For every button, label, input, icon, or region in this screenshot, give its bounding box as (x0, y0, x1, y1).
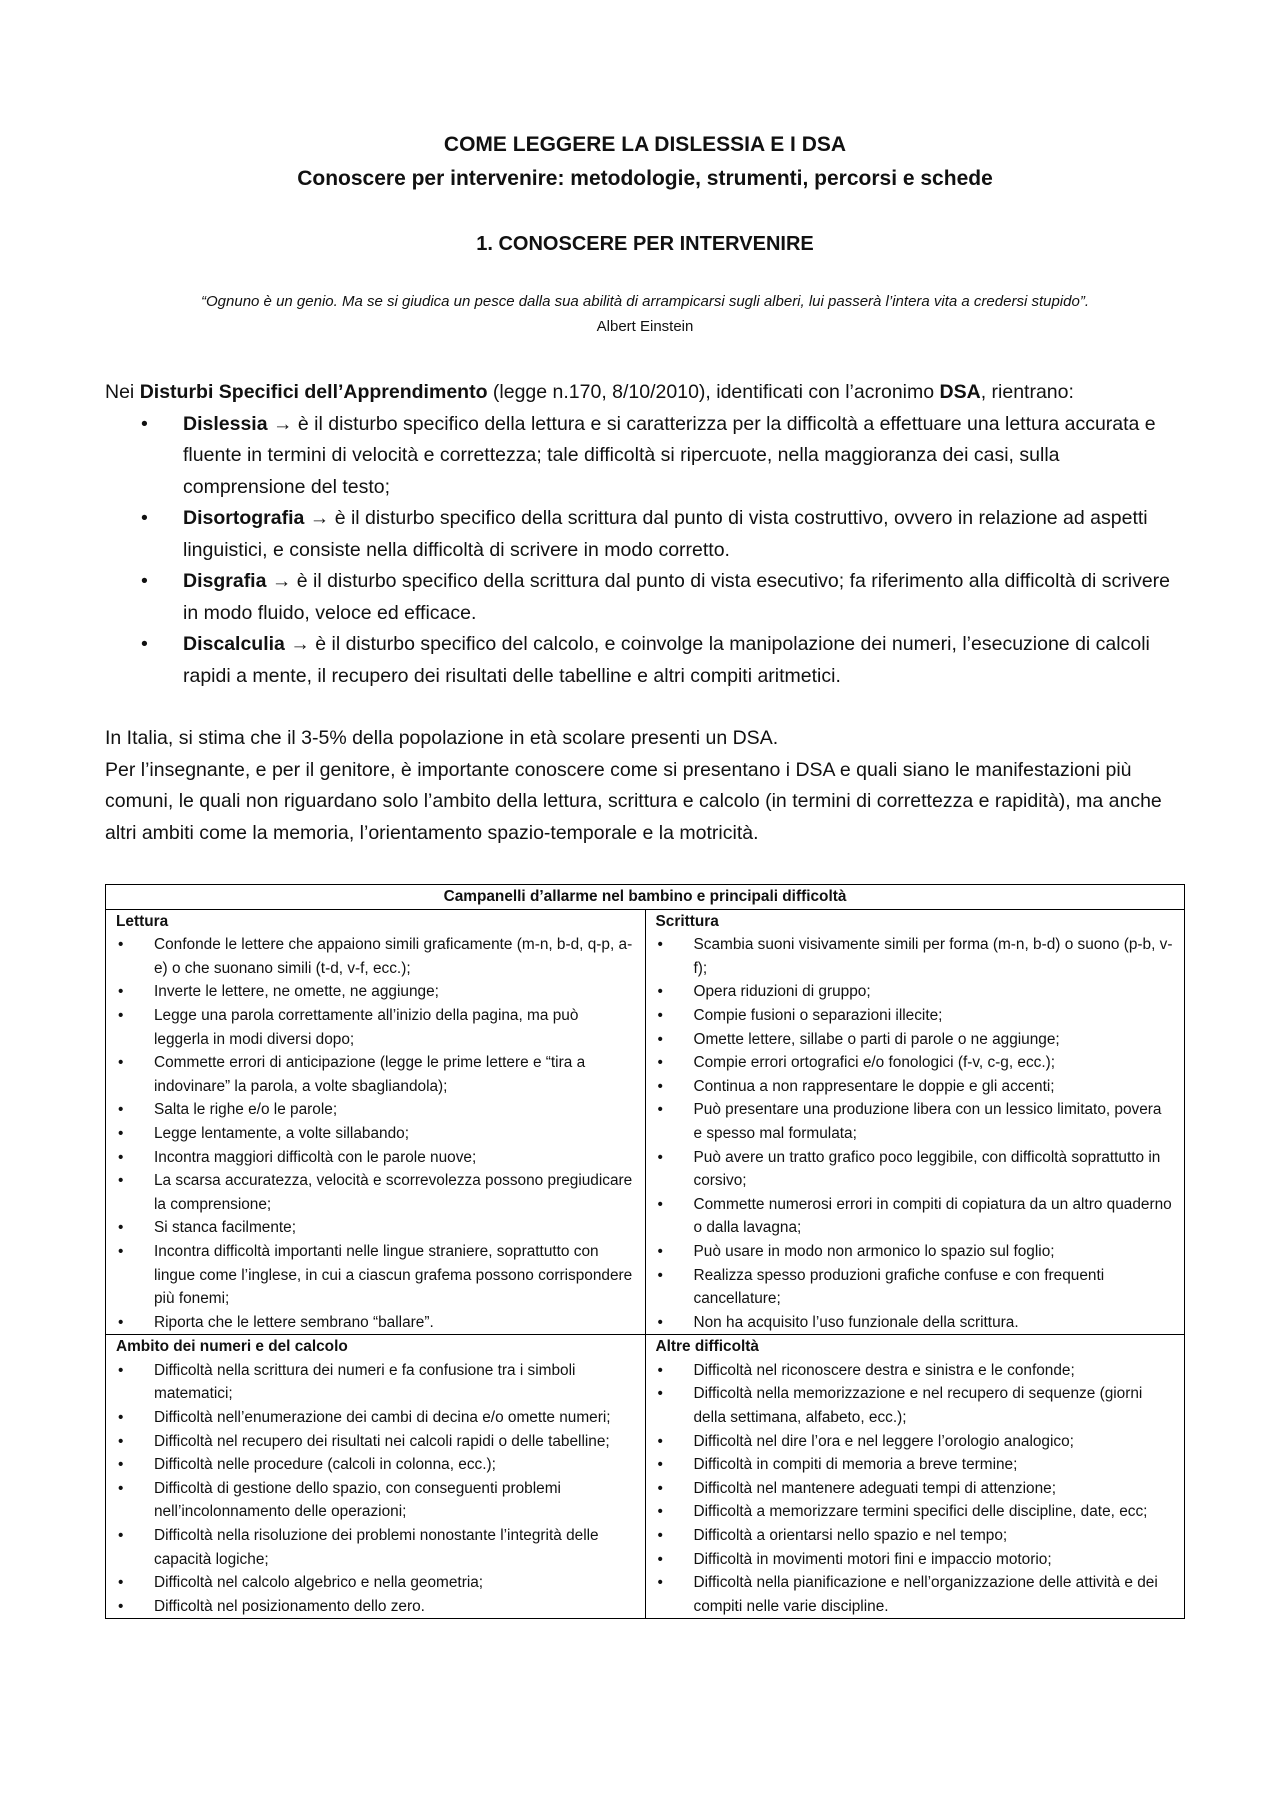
quote-author: Albert Einstein (596, 318, 694, 335)
bullet-icon: • (141, 412, 148, 435)
list-item (656, 1524, 1175, 1548)
cell-title: Scrittura (655, 912, 719, 930)
list-item (116, 1146, 635, 1170)
intro-term: Disturbi Specifici dell’Apprendimento (139, 381, 488, 403)
list-item (656, 1004, 1175, 1028)
bullet-icon: • (118, 1054, 124, 1072)
list-item (656, 1193, 1175, 1240)
list-item (116, 1453, 635, 1477)
bullet-icon: • (657, 983, 663, 1001)
list-item (656, 1430, 1175, 1454)
item-list (116, 1359, 635, 1619)
list-item-text: Compie errori ortografici e/o fonologici (f-v, c-g, ecc.); (693, 1054, 1056, 1072)
list-item (116, 1430, 635, 1454)
bullet-icon: • (141, 633, 148, 655)
document-subtitle: Conoscere per intervenire: metodologie, strumenti, percorsi e schede (297, 167, 993, 190)
document-title: COME LEGGERE LA DISLESSIA E I DSA (443, 133, 847, 156)
paragraph-manifestations: Per l’insegnante, e per il genitore, è importante conoscere come si presentano i DSA e quali siano le manifestazioni più comuni, le quali non riguardano solo l’ambito della lettura, scrittura e calcolo (in termini di correttezza e rapidità), ma anche altri ambiti come la memoria, l’orientamento spazio-temporale e la motricità. (105, 758, 1162, 844)
list-item (656, 1075, 1175, 1099)
dsa-desc: è il disturbo specifico del calcolo, e coinvolge la manipolazione dei numeri, l’esecuzione di calcoli rapidi a mente, il recupero dei risultati delle tabelline e altri compiti aritmetici. (183, 633, 1150, 687)
quote-text: “Ognuno è un genio. Ma se si giudica un pesce dalla sua abilità di arrampicarsi sugli alberi, lui passerà l’intera vita a credersi stupido”. (201, 293, 1089, 310)
bullet-icon: • (118, 1361, 124, 1379)
intro-acronym: DSA (939, 381, 981, 403)
list-item-text: Scambia suoni visivamente simili per forma (m-n, b-d) o suono (p-b, v-f); (693, 936, 1173, 977)
list-item-text: Legge lentamente, a volte sillabando; (154, 1124, 409, 1142)
dsa-name: Dislessia (183, 412, 268, 435)
bullet-icon: • (657, 1479, 663, 1497)
bullet-icon: • (118, 1574, 124, 1592)
bullet-icon: • (657, 1148, 663, 1166)
difficulties-table (105, 884, 1185, 1619)
list-item-text: Difficoltà nelle procedure (calcoli in colonna, ecc.); (154, 1456, 496, 1474)
list-item (656, 1500, 1175, 1524)
list-item (656, 1571, 1175, 1618)
item-list (116, 933, 635, 1334)
list-item-text: Difficoltà nel posizionamento dello zero. (154, 1597, 425, 1615)
list-item (116, 1477, 635, 1524)
dsa-item (105, 409, 1185, 504)
list-item (656, 1477, 1175, 1501)
list-item-text: La scarsa accuratezza, velocità e scorrevolezza possono pregiudicare la comprensione; (154, 1172, 633, 1213)
dsa-item (105, 503, 1185, 566)
list-item-text: Difficoltà nella scrittura dei numeri e fa confusione tra i simboli matematici; (154, 1361, 576, 1403)
dsa-name: Disgrafia (183, 570, 267, 592)
list-item-text: Si stanca facilmente; (154, 1219, 297, 1237)
table-title: Campanelli d’allarme nel bambino e principali difficoltà (106, 885, 1185, 910)
list-item (656, 1240, 1175, 1264)
bullet-icon: • (118, 1432, 124, 1450)
list-item (116, 1122, 635, 1146)
bullet-icon: • (657, 1385, 663, 1403)
list-item-text: Difficoltà a orientarsi nello spazio e nel tempo; (693, 1527, 1008, 1545)
list-item-text: Riporta che le lettere sembrano “ballare”. (154, 1313, 434, 1331)
bullet-icon: • (657, 1361, 663, 1379)
list-item-text: Difficoltà nella memorizzazione e nel recupero di sequenze (giorni della settimana, alfabeto, ecc.); (693, 1385, 1143, 1427)
bullet-icon: • (657, 1030, 663, 1048)
cell-title: Ambito dei numeri e del calcolo (116, 1338, 348, 1356)
bullet-icon: • (657, 1266, 663, 1284)
list-item-text: Difficoltà nel calcolo algebrico e nella geometria; (154, 1574, 484, 1592)
bullet-icon: • (118, 1124, 124, 1142)
list-item-text: Può avere un tratto grafico poco leggibile, con difficoltà soprattutto in corsivo; (693, 1148, 1161, 1190)
list-item-text: Difficoltà di gestione dello spazio, con conseguenti problemi nell’incolonnamento delle operazioni; (154, 1479, 561, 1521)
bullet-icon: • (118, 1479, 124, 1497)
arrow-icon: → (290, 633, 310, 655)
cell-title: Lettura (116, 912, 169, 930)
list-item-text: Difficoltà nella risoluzione dei problemi nonostante l’integrità delle capacità logiche; (154, 1527, 599, 1568)
list-item (656, 1264, 1175, 1311)
arrow-icon: → (272, 412, 293, 435)
bullet-icon: • (118, 1219, 124, 1237)
bullet-icon: • (657, 1242, 663, 1260)
item-list (656, 933, 1175, 1334)
bullet-icon: • (118, 1409, 124, 1427)
list-item (656, 1098, 1175, 1145)
dsa-name: Disortografia (183, 507, 305, 529)
bullet-icon: • (118, 1313, 124, 1331)
dsa-item (105, 566, 1185, 629)
list-item (116, 1595, 635, 1619)
intro-mid: (legge n.170, 8/10/2010), identificati con l’acronimo (487, 381, 940, 403)
list-item (656, 1359, 1175, 1383)
bullet-icon: • (141, 507, 148, 529)
list-item (116, 933, 635, 980)
list-item-text: Salta le righe e/o le parole; (154, 1101, 338, 1119)
bullet-icon: • (141, 570, 148, 592)
bullet-icon: • (657, 1456, 663, 1474)
intro-paragraph (105, 377, 1185, 409)
bullet-icon: • (118, 1597, 124, 1615)
list-item (116, 1311, 635, 1335)
cell-title: Altre difficoltà (655, 1338, 759, 1356)
bullet-icon: • (118, 1456, 124, 1474)
list-item-text: Commette errori di anticipazione (legge le prime lettere e “tira a indovinare” la parola, a volte sbagliandola); (154, 1054, 586, 1095)
list-item-text: Incontra maggiori difficoltà con le parole nuove; (154, 1148, 477, 1166)
section-heading: 1. CONOSCERE PER INTERVENIRE (476, 233, 814, 255)
bullet-icon: • (118, 1172, 124, 1190)
list-item-text: Incontra difficoltà importanti nelle lingue straniere, soprattutto con lingue come l’inglese, in cui a ciascun grafema possono corrispondere più fonemi; (154, 1242, 633, 1308)
bullet-icon: • (657, 936, 663, 954)
list-item-text: Inverte le lettere, ne omette, ne aggiunge; (154, 983, 439, 1001)
arrow-icon: → (271, 570, 292, 592)
list-item-text: Omette lettere, sillabe o parti di parole o ne aggiunge; (693, 1030, 1060, 1048)
arrow-icon: → (309, 507, 330, 529)
list-item (116, 1571, 635, 1595)
bullet-icon: • (118, 1148, 124, 1166)
bullet-icon: • (657, 1313, 663, 1331)
list-item-text: Realizza spesso produzioni grafiche confuse e con frequenti cancellature; (693, 1266, 1105, 1308)
bullet-icon: • (657, 1550, 663, 1568)
list-item (116, 1004, 635, 1051)
list-item (656, 1051, 1175, 1075)
bullet-icon: • (118, 936, 124, 954)
cell-lettura (106, 909, 646, 1335)
list-item-text: Compie fusioni o separazioni illecite; (693, 1006, 943, 1024)
dsa-list (105, 409, 1185, 693)
list-item-text: Difficoltà in movimenti motori fini e impaccio motorio; (693, 1550, 1052, 1568)
list-item-text: Può presentare una produzione libera con un lessico limitato, povera e spesso mal formulata; (693, 1101, 1162, 1142)
list-item (116, 1406, 635, 1430)
list-item (116, 1216, 635, 1240)
dsa-desc: è il disturbo specifico della scrittura dal punto di vista costruttivo, ovvero in relazione ad aspetti linguistici, e consiste nella difficoltà di scrivere in modo corretto. (183, 507, 1148, 561)
list-item-text: Difficoltà nel dire l’ora e nel leggere l’orologio analogico; (693, 1432, 1074, 1450)
document-page (105, 128, 1185, 1619)
intro-pre: Nei (105, 381, 140, 403)
list-item (116, 1524, 635, 1571)
list-item-text: Opera riduzioni di gruppo; (693, 983, 871, 1001)
list-item-text: Può usare in modo non armonico lo spazio sul foglio; (693, 1242, 1055, 1260)
bullet-icon: • (657, 1503, 663, 1521)
bullet-icon: • (118, 1527, 124, 1545)
list-item (656, 1028, 1175, 1052)
intro-post: , rientrano: (980, 381, 1074, 403)
list-item (656, 980, 1175, 1004)
list-item-text: Non ha acquisito l’uso funzionale della scrittura. (693, 1313, 1019, 1331)
list-item-text: Difficoltà nell’enumerazione dei cambi di decina e/o omette numeri; (154, 1409, 611, 1427)
dsa-desc: è il disturbo specifico della scrittura dal punto di vista esecutivo; fa riferimento alla difficoltà di scrivere in modo fluido, veloce ed efficace. (183, 570, 1171, 624)
paragraph-prevalence: In Italia, si stima che il 3-5% della popolazione in età scolare presenti un DSA. (105, 727, 779, 749)
list-item (116, 1240, 635, 1311)
list-item (656, 1311, 1175, 1335)
dsa-item (105, 629, 1185, 692)
cell-numeri-calcolo (106, 1335, 646, 1619)
list-item (656, 1146, 1175, 1193)
bullet-icon: • (118, 1006, 124, 1024)
list-item (116, 1169, 635, 1216)
list-item-text: Difficoltà in compiti di memoria a breve termine; (693, 1456, 1018, 1474)
list-item (656, 1453, 1175, 1477)
list-item (116, 1098, 635, 1122)
list-item-text: Difficoltà nella pianificazione e nell’organizzazione delle attività e dei compiti nelle varie discipline. (693, 1574, 1158, 1615)
bullet-icon: • (118, 1101, 124, 1119)
list-item-text: Continua a non rappresentare le doppie e gli accenti; (693, 1077, 1055, 1095)
list-item-text: Commette numerosi errori in compiti di copiatura da un altro quaderno o dalla lavagna; (693, 1195, 1172, 1237)
cell-altre-difficolta (645, 1335, 1185, 1619)
bullet-icon: • (657, 1195, 663, 1213)
bullet-icon: • (657, 1006, 663, 1024)
list-item-text: Confonde le lettere che appaiono simili graficamente (m-n, b-d, q-p, a-e) o che suonano simili (t-d, v-f, ecc.); (154, 936, 633, 977)
list-item-text: Difficoltà nel mantenere adeguati tempi di attenzione; (693, 1479, 1056, 1497)
list-item-text: Difficoltà nel riconoscere destra e sinistra e le confonde; (693, 1361, 1075, 1379)
spacer (105, 692, 1185, 723)
bullet-icon: • (118, 1242, 124, 1260)
cell-scrittura (645, 909, 1185, 1335)
list-item (656, 1382, 1175, 1429)
dsa-desc: è il disturbo specifico della lettura e si caratterizza per la difficoltà a effettuare una lettura accurata e fluente in termini di velocità e correttezza; tale difficoltà si ripercuote, nella maggioranza dei casi, sulla comprensione del testo; (183, 412, 1156, 498)
bullet-icon: • (118, 983, 124, 1001)
list-item-text: Difficoltà nel recupero dei risultati nei calcoli rapidi o delle tabelline; (154, 1432, 610, 1450)
bullet-icon: • (657, 1432, 663, 1450)
bullet-icon: • (657, 1101, 663, 1119)
bullet-icon: • (657, 1054, 663, 1072)
item-list (656, 1359, 1175, 1619)
bullet-icon: • (657, 1077, 663, 1095)
list-item (656, 1548, 1175, 1572)
list-item (116, 1359, 635, 1406)
list-item-text: Difficoltà a memorizzare termini specifici delle discipline, date, ecc; (693, 1503, 1148, 1521)
bullet-icon: • (657, 1574, 663, 1592)
dsa-name: Discalculia (183, 633, 285, 655)
list-item-text: Legge una parola correttamente all’inizio della pagina, ma può leggerla in modi diversi dopo; (154, 1006, 579, 1048)
list-item (116, 980, 635, 1004)
list-item (116, 1051, 635, 1098)
bullet-icon: • (657, 1527, 663, 1545)
list-item (656, 933, 1175, 980)
